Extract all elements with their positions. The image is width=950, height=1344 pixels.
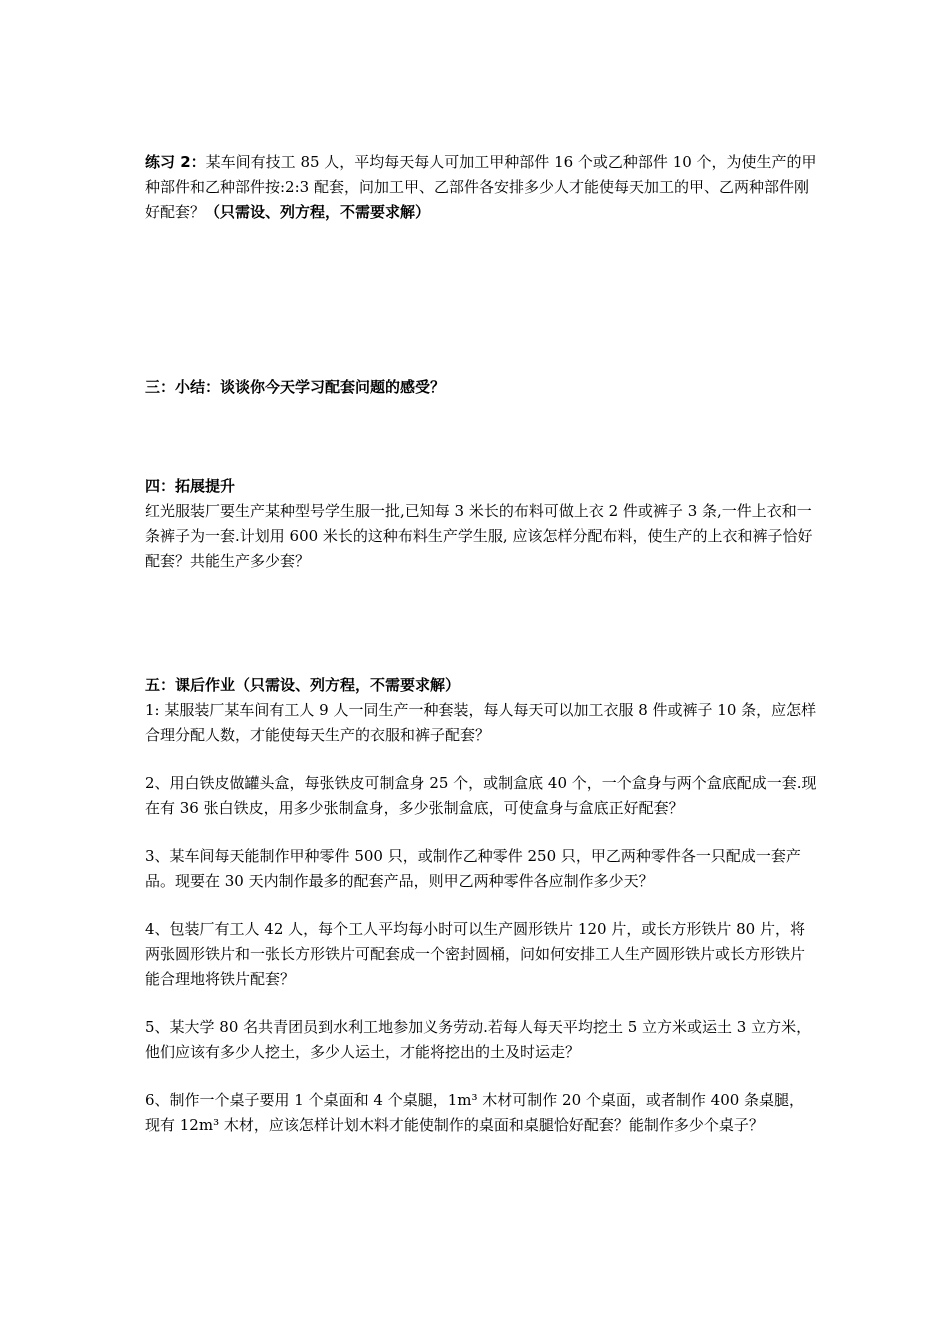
summary-heading: 三：小结：谈谈你今天学习配套问题的感受？ <box>145 378 446 396</box>
summary-section <box>145 375 817 400</box>
homework-item: 1: 某服装厂某车间有工人 9 人一同生产一种套装，每人每天可以加工衣服 8 件或裤子 10 条，应怎样合理分配人数，才能使每天生产的衣服和裤子配套？ <box>145 701 817 744</box>
exercise-2-note: （只需设、列方程，不需要求解） <box>205 203 431 221</box>
exercise-2-section <box>145 150 817 225</box>
homework-section <box>145 673 817 1138</box>
homework-item: 2、用白铁皮做罐头盒，每张铁皮可制盒身 25 个，或制盒底 40 个，一个盒身与两个盒底配成一套.现在有 36 张白铁皮，用多少张制盒身，多少张制盒底，可使盒身与盒底正好配套？ <box>145 774 817 817</box>
extension-section <box>145 474 817 574</box>
homework-item: 4、包装厂有工人 42 人，每个工人平均每小时可以生产圆形铁片 120 片，或长方形铁片 80 片，将两张圆形铁片和一张长方形铁片可配套成一个密封圆桶，问如何安排工人生产圆形铁片或长方形铁片能合理地将铁片配套？ <box>145 920 806 988</box>
homework-item: 5、某大学 80 名共青团员到水利工地参加义务劳动.若每人每天平均挖土 5 立方米或运土 3 立方米，他们应该有多少人挖土，多少人运土，才能将挖出的土及时运走？ <box>145 1018 812 1061</box>
exercise-2-paragraph <box>145 150 817 225</box>
homework-heading: 五：课后作业（只需设、列方程，不需要求解） <box>145 676 461 694</box>
extension-text: 红光服装厂要生产某种型号学生服一批,已知每 3 米长的布料可做上衣 2 件或裤子 3 条,一件上衣和一条裤子为一套.计划用 600 米长的这种布料生产学生服, 应该怎样分配布料，使生产的上衣和裤子恰好配套？共能生产多少套？ <box>145 502 813 570</box>
homework-item: 3、某车间每天能制作甲种零件 500 只，或制作乙种零件 250 只，甲乙两种零件各一只配成一套产品。现要在 30 天内制作最多的配套产品，则甲乙两种零件各应制作多少天？ <box>145 847 801 890</box>
exercise-2-label: 练习 2： <box>145 153 206 171</box>
extension-heading: 四：拓展提升 <box>145 477 236 495</box>
homework-item: 6、制作一个桌子要用 1 个桌面和 4 个桌腿，1m³ 木材可制作 20 个桌面，或者制作 400 条桌腿，现有 12m³ 木材，应该怎样计划木料才能使制作的桌面和桌腿恰好配套？能制作多少个桌子？ <box>145 1091 805 1134</box>
exercise-2-text: 某车间有技工 85 人，平均每天每人可加工甲种部件 16 个或乙种部件 10 个，为使生产的甲种部件和乙种部件按:2:3 配套，问加工甲、乙部件各安排多少人才能使每天加工的甲、乙两种部件刚好配套？ <box>145 153 817 221</box>
